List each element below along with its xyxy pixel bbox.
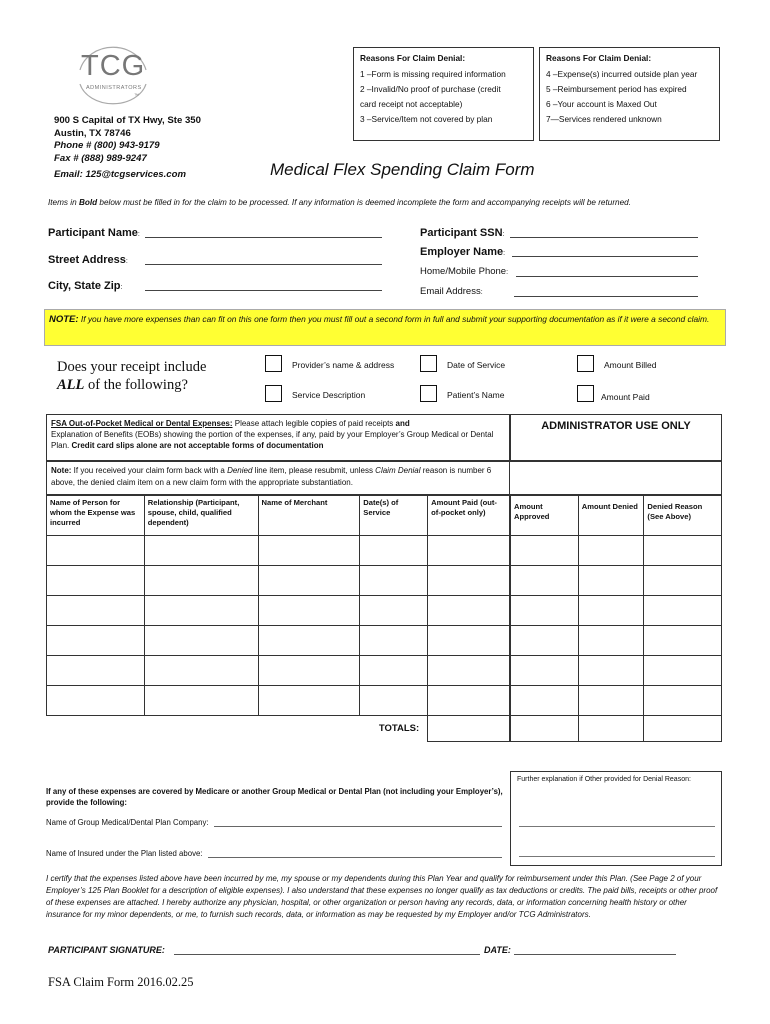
form-title: Medical Flex Spending Claim Form [270, 160, 535, 179]
form-footer: FSA Claim Form 2016.02.25 [48, 975, 194, 989]
receipt-question [57, 358, 206, 394]
amount-paid-label: Amount Paid [601, 392, 650, 402]
note-banner [44, 309, 726, 346]
logo-text: TCG [81, 50, 146, 82]
address-phone: Phone # (800) 943-9179 [54, 140, 160, 151]
group-plan-company-label: Name of Group Medical/Dental Plan Company: [46, 818, 209, 827]
certification-text: I certify that the expenses listed above have been incurred by me, my spouse or my dependents during this Plan Year and qualify for reimbursement under this Plan. (See Page 2 of your Employer’s 125 Plan Booklet for a description of eligible expenses). I also understand that these expenses no longer qualify as tax deductions or credits. The paid bills, receipts or other proof of these expenses are attached. I hereby authorize any physician, hospital, or other organization or person having any records, data, or information concerning health history or other insurance for my minor dependents, or me, to furnish such records, data, or information as may be requested by my Employer and/or TCG Administrators. [46, 874, 718, 919]
email-address-field[interactable] [514, 296, 698, 297]
table-cell[interactable] [258, 686, 360, 716]
company-address [54, 115, 201, 182]
further-line-1[interactable] [519, 826, 715, 827]
note-label: NOTE: [49, 314, 79, 325]
admin-use-box [510, 414, 722, 461]
note2-denied: Denied [227, 466, 253, 475]
amount-billed-label: Amount Billed [604, 360, 657, 370]
note2-text2: line item, please resubmit, unless [252, 466, 376, 475]
date-of-service-label: Date of Service [447, 360, 506, 370]
table-cell[interactable] [144, 596, 258, 626]
table-cell[interactable] [428, 626, 510, 656]
date-label: DATE: [484, 945, 511, 955]
instructions [48, 198, 631, 207]
totals-row [47, 716, 510, 742]
signature-label: PARTICIPANT SIGNATURE: [48, 945, 165, 955]
participant-ssn-label: Participant SSN: [420, 227, 505, 239]
col-header-relationship: Relationship (Participant, spouse, child, qualified dependent) [144, 496, 258, 536]
table-cell[interactable] [47, 686, 145, 716]
fsa-bold: Credit card slips alone are not acceptable forms of documentation [71, 441, 324, 450]
signature-field[interactable] [174, 954, 480, 955]
logo-subtext: ADMINISTRATORS [86, 85, 142, 91]
admin-row [511, 626, 722, 656]
table-cell[interactable] [144, 686, 258, 716]
denial-right-item: 5 –Reimbursement period has expired [546, 84, 687, 94]
further-explanation-label: Further explanation if Other provided for Denial Reason: [517, 776, 691, 783]
city-state-zip-field[interactable] [145, 290, 382, 291]
insured-name-label: Name of Insured under the Plan listed above: [46, 849, 203, 858]
home-phone-label: Home/Mobile Phone: [420, 266, 509, 277]
table-cell[interactable] [428, 596, 510, 626]
admin-row [511, 536, 722, 566]
employer-name-field[interactable] [512, 256, 698, 257]
table-cell[interactable] [258, 626, 360, 656]
patient-name-label: Patient’s Name [447, 390, 505, 400]
denial-right-title: Reasons For Claim Denial: [546, 53, 652, 63]
logo-trademark: ™ [134, 93, 139, 99]
denial-right-item: 6 –Your account is Maxed Out [546, 99, 657, 109]
admin-row [511, 566, 722, 596]
denial-reasons-right [539, 47, 720, 141]
table-row [47, 656, 510, 686]
amount-paid-checkbox[interactable] [577, 385, 594, 402]
fsa-text1: Please attach legible [232, 419, 311, 428]
further-line-2[interactable] [519, 856, 715, 857]
fsa-text2: of paid receipts [336, 419, 396, 428]
receipt-question-all: ALL [57, 377, 85, 393]
address-email: Email: 125@tcgservices.com [54, 169, 187, 180]
denial-left-item: 2 –Invalid/No proof of purchase (credit [360, 84, 501, 94]
col-header-date: Date(s) of Service [360, 496, 428, 536]
table-cell[interactable] [360, 626, 428, 656]
table-cell[interactable] [144, 656, 258, 686]
insured-name-field[interactable] [208, 857, 502, 858]
admin-row [511, 656, 722, 686]
home-phone-field[interactable] [516, 276, 698, 277]
table-cell[interactable] [428, 686, 510, 716]
col-header-amount-paid: Amount Paid (out-of-pocket only) [428, 496, 510, 536]
table-cell[interactable] [360, 686, 428, 716]
fsa-and: and [395, 419, 410, 428]
provider-checkbox[interactable] [265, 355, 282, 372]
employer-name-label: Employer Name: [420, 246, 506, 258]
company-logo [72, 40, 154, 106]
table-cell[interactable] [428, 656, 510, 686]
table-cell[interactable] [144, 536, 258, 566]
table-row [47, 536, 510, 566]
table-cell[interactable] [47, 536, 145, 566]
service-description-checkbox[interactable] [265, 385, 282, 402]
admin-row [511, 596, 722, 626]
email-address-label: Email Address: [420, 286, 483, 297]
amount-billed-checkbox[interactable] [577, 355, 594, 372]
denial-right-item: 4 –Expense(s) incurred outside plan year [546, 69, 698, 79]
denial-left-item: 3 –Service/Item not covered by plan [360, 114, 493, 124]
table-cell[interactable] [47, 626, 145, 656]
group-plan-company-field[interactable] [214, 826, 502, 827]
table-cell[interactable] [258, 656, 360, 686]
table-cell[interactable] [144, 626, 258, 656]
fsa-text3: Explanation of Benefits (EOBs) showing the portion of the expenses, if any, paid by your Employer’s Group Medical or Dental Plan. [51, 430, 494, 450]
table-cell[interactable] [360, 536, 428, 566]
table-cell[interactable] [258, 596, 360, 626]
street-address-field[interactable] [145, 264, 382, 265]
participant-name-field[interactable] [145, 237, 382, 238]
table-row [47, 596, 510, 626]
table-cell[interactable] [428, 536, 510, 566]
table-row [47, 566, 510, 596]
admin-use-label: ADMINISTRATOR USE ONLY [541, 420, 691, 432]
street-address-label: Street Address: [48, 254, 128, 266]
fsa-box [46, 414, 510, 461]
date-field[interactable] [514, 954, 676, 955]
table-row [47, 686, 510, 716]
fsa-copies: copies [310, 418, 337, 428]
table-cell[interactable] [428, 566, 510, 596]
further-explanation-box [510, 771, 722, 866]
denial-left-title: Reasons For Claim Denial: [360, 53, 466, 63]
address-fax: Fax # (888) 989-9247 [54, 152, 147, 164]
col-header-denied-reason: Denied Reason (See Above) [644, 496, 722, 536]
city-state-zip-label: City, State Zip: [48, 280, 123, 292]
table-cell[interactable] [360, 566, 428, 596]
col-header-amount-approved: Amount Approved [511, 496, 579, 536]
receipt-question-line2: of the following? [84, 377, 188, 393]
admin-table [510, 495, 722, 742]
table-row [47, 626, 510, 656]
participant-name-label: Participant Name: [48, 227, 140, 239]
denial-right-item: 7—Services rendered unknown [546, 114, 662, 124]
receipt-question-line1: Does your receipt include [57, 359, 207, 375]
table-cell[interactable] [360, 596, 428, 626]
note2-text3: reason is number 6 above, the denied claim item on a new claim form with the appropriate substantiation. [51, 466, 492, 487]
admin-spacer-box [510, 461, 722, 495]
totals-label: TOTALS: [378, 722, 420, 734]
table-cell[interactable] [360, 656, 428, 686]
note2-label: Note: [51, 466, 72, 475]
denial-reasons-left [353, 47, 534, 141]
denial-left-item: card receipt not acceptable) [360, 99, 463, 109]
table-cell[interactable] [47, 596, 145, 626]
note2-claim-denial: Claim Denial [375, 466, 421, 475]
patient-name-checkbox[interactable] [420, 385, 437, 402]
participant-ssn-field[interactable] [510, 237, 698, 238]
admin-totals-row [511, 716, 722, 742]
table-cell[interactable] [47, 566, 145, 596]
admin-row [511, 686, 722, 716]
table-cell[interactable] [47, 656, 145, 686]
service-description-label: Service Description [292, 390, 366, 400]
provider-label: Provider’s name & address [292, 360, 395, 370]
note-text: If you have more expenses than can fit on this one form then you must fill out a second form in full and submit your supporting documentation as if it were a second claim. [78, 314, 710, 324]
denial-left-item: 1 –Form is missing required information [360, 69, 506, 79]
instructions-bold: Bold [78, 198, 98, 207]
col-header-person: Name of Person for whom the Expense was incurred [47, 496, 145, 536]
totals-cell[interactable] [428, 716, 510, 742]
instructions-post: below must be filled in for the claim to be processed. If any information is deemed incomplete the form and accompanying receipts will be returned. [97, 198, 631, 207]
instructions-pre: Items in [48, 198, 79, 207]
resubmit-note [46, 461, 510, 495]
col-header-merchant: Name of Merchant [258, 496, 360, 536]
col-header-amount-denied: Amount Denied [578, 496, 644, 536]
table-cell[interactable] [258, 536, 360, 566]
expense-table [46, 495, 510, 742]
table-cell[interactable] [144, 566, 258, 596]
address-line1: 900 S Capital of TX Hwy, Ste 350 [54, 115, 201, 126]
address-line2: Austin, TX 78746 [54, 127, 131, 139]
date-of-service-checkbox[interactable] [420, 355, 437, 372]
note2-text1: If you received your claim form back with a [71, 466, 228, 475]
fsa-title: FSA Out-of-Pocket Medical or Dental Expenses: [51, 419, 233, 428]
medicare-question: If any of these expenses are covered by Medicare or another Group Medical or Dental Plan (not including your Employer’s), provide the following: [46, 787, 503, 807]
table-cell[interactable] [258, 566, 360, 596]
